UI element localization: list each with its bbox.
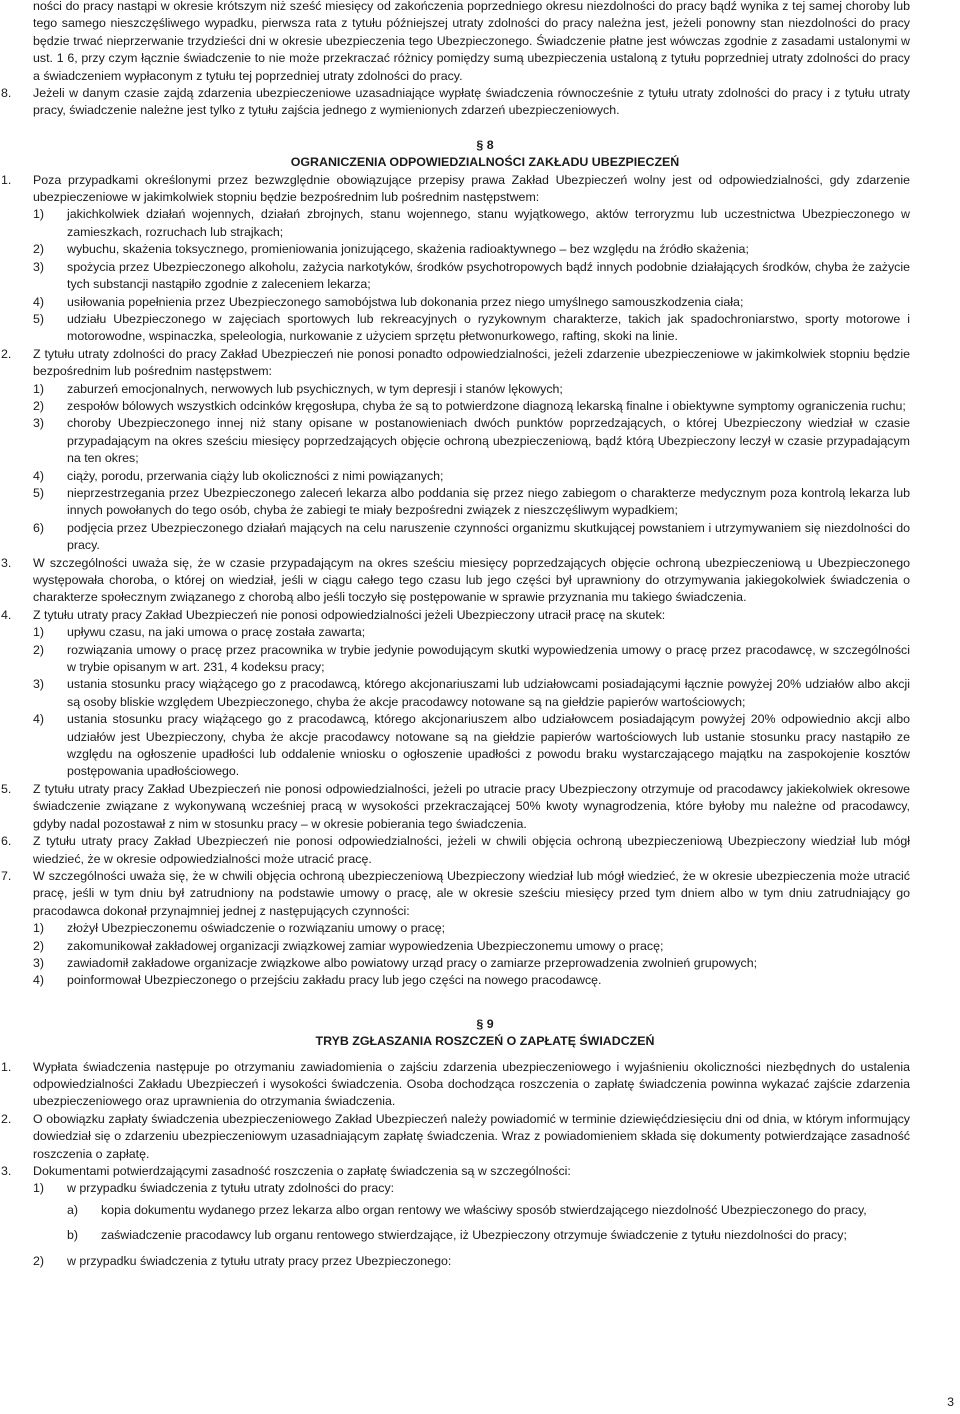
s9-p3-subitem-a [67,1202,910,1219]
item-number: 2) [33,642,45,657]
s8-p4-item-1 [33,624,910,641]
paragraph-text: Wypłata świadczenia następuje po otrzymaniu zawiadomienia o zajściu zdarzenia ubezpieczeniowego i wyjaśnieniu okoliczności niezbędnych do ustalenia odpowiedzialności Zakładu Ubezpieczeń i wysokości świadczenia. Osoba dochodząca roszczenia o zapłatę świadczenia powinna wykazać zajście zdarzenia ubezpieczeniowego oraz uprawnienia do otrzymania świadczenia. [33,1059,910,1109]
item-text: ciąży, porodu, przerwania ciąży lub okoliczności z nimi powiązanych; [67,468,444,483]
item-number: 6) [33,520,45,535]
point-number: 8. [1,86,12,101]
item-number: 3) [33,259,45,274]
item-text: zaburzeń emocjonalnych, nerwowych lub psychicznych, w tym depresji i stanów lękowych; [67,381,563,396]
paragraph-number: 2. [1,346,12,361]
item-number: 1) [33,381,45,396]
s8-paragraph-1 [3,172,910,207]
item-text: zawiadomił zakładowe organizacje związkowe albo powiatowy urząd pracy o zamiarze przeprowadzenia zwolnień grupowych; [67,955,758,970]
paragraph-text: Z tytułu utraty zdolności do pracy Zakład Ubezpieczeń nie ponosi ponadto odpowiedzialności, jeżeli zdarzenie ubezpieczeniowe w jakimkolwiek stopniu będzie bezpośrednim lub pośrednim następstwem: [33,346,910,379]
item-number: 2) [33,1253,45,1268]
item-text: złożył Ubezpieczonemu oświadczenie o rozwiązaniu umowy o pracę; [67,921,446,936]
item-number: 1) [33,1181,45,1196]
s9-paragraph-1 [3,1059,910,1111]
s8-paragraph-3 [3,555,910,607]
subitem-letter: b) [67,1228,79,1243]
subitem-text: zaświadczenie pracodawcy lub organu rentowego stwierdzające, iż Ubezpieczony otrzymuje świadczenie z tytułu niezdolności do pracy; [101,1228,847,1243]
paragraph-text: Z tytułu utraty pracy Zakład Ubezpieczeń nie ponosi odpowiedzialności jeżeli Ubezpieczony utracił pracę na skutek: [33,607,666,622]
item-text: upływu czasu, na jaki umowa o pracę została zawarta; [67,625,366,640]
s8-p4-item-4 [33,711,910,781]
s8-p7-item-1 [33,920,910,937]
s8-p1-item-4 [33,294,910,311]
paragraph-text: Dokumentami potwierdzającymi zasadność roszczenia o zapłatę świadczenia są w szczególności: [33,1164,571,1178]
item-text: rozwiązania umowy o pracę przez pracownika w trybie jedynie powodującym skutki wypowiedzenia umowy o pracę przez pracodawcę, w szczególności w trybie opisanym w art. 231, 4 kodeksu pracy; [67,642,910,675]
section-9-title: TRYB ZGŁASZANIA ROSZCZEŃ O ZAPŁATĘ ŚWIADCZEŃ [315,1034,655,1049]
paragraph-text: W szczególności uważa się, że w czasie przypadającym na okres sześciu miesięcy poprzedzających objęcie ochroną ubezpieczeniową u Ubezpieczonego występowała choroba, o której on wiedział, jeśli w ciągu całego tego czasu lub jego części był uprawniony do otrzymywania jakiegokolwiek świadczenia o charakterze społecznym związanego z chorobą albo jeśli toczyło się postępowanie w sprawie przyznania mu takiego świadczenia. [33,555,910,605]
subitem-text: kopia dokumentu wydanego przez lekarza albo organ rentowy we właściwy sposób stwierdzającego niezdolność Ubezpieczonego do pracy, [101,1202,867,1217]
item-number: 4) [33,468,45,483]
paragraph-number: 4. [1,607,12,622]
paragraph-text: O obowiązku zapłaty świadczenia ubezpieczeniowego Zakład Ubezpieczeń należy powiadomić w terminie dziewięćdziesięciu dni od dnia, w którym informujący dowiedział się o zdarzeniu ubezpieczeniowym uzasadniającym zapłatę świadczenia. Wraz z powiadomieniem składa się dokumenty potwierdzające zasadność roszczenia o zapłatę. [33,1111,910,1161]
item-number: 3) [33,416,45,431]
item-number: 4) [33,973,45,988]
s9-paragraph-3 [3,1163,910,1180]
s9-p3-item-1 [33,1180,910,1197]
item-number: 1) [33,625,45,640]
paragraph-number: 1. [1,1059,12,1074]
s8-p1-item-2 [33,241,910,258]
item-text: udziału Ubezpieczonego w zajęciach sportowych lub rekreacyjnych o ryzykownym charakterze, takich jak spadochroniarstwo, sporty motorowe i motorowodne, wspinaczka, speleologia, nurkowanie z użyciem sprzętu płetwonurkowego, rafting, skoki na linie. [67,311,910,344]
s9-p3-item-2 [33,1253,910,1270]
s9-p3-subitem-b [67,1227,910,1244]
s8-p1-item-5 [33,311,910,346]
paragraph-number: 6. [1,834,12,849]
item-number: 3) [33,955,45,970]
s8-p1-item-1 [33,206,910,241]
item-number: 4) [33,294,45,309]
s8-paragraph-4 [3,607,910,624]
item-number: 5) [33,485,45,500]
s8-paragraph-7 [3,868,910,920]
item-text: choroby Ubezpieczonego innej niż stany opisane w postanowieniach dwóch punktów poprzedzających, o której Ubezpieczony wiedział w czasie przypadającym na okres sześciu miesięcy poprzedzających objęcie ochroną ubezpieczeniową, bądź którą Ubezpieczony leczył w czasie przypadającym na ten okres; [67,416,910,466]
s8-p7-item-4 [33,972,910,989]
item-text: ustania stosunku pracy wiążącego go z pracodawcą, którego akcjonariuszami lub udziałowcami posiadającymi łącznie powyżej 20% udziałów albo akcji są osoby bliskie względem Ubezpieczonego, chyba że akcje pracodawcy notowane są na giełdzie papierów wartościowych; [67,677,910,709]
s8-p2-item-3 [33,415,910,467]
subitem-letter: a) [67,1202,79,1217]
item-number: 2) [33,398,45,413]
s8-p1-item-3 [33,259,910,294]
s8-p4-item-3 [33,676,910,711]
section-8-title: OGRANICZENIA ODPOWIEDZIALNOŚCI ZAKŁADU UBEZPIECZEŃ [290,155,680,170]
s8-p2-item-2 [33,398,910,415]
item-text: ustania stosunku pracy wiążącego go z pracodawcą, którego akcjonariuszem albo udziałowcem posiadającym powyżej 20% odpowiednio akcji albo udziałów jest Ubezpieczony, chyba że akcje pracodawcy notowane są na giełdzie papierów wartościowych lub ustanie stosunku pracy nastąpiło ze względu na ogłoszenie upadłości lub oddalenie wniosku o ogłoszenie upadłości z powodu braku wystarczającego majątku na zaspokojenie kosztów postępowania upadłościowego. [67,712,910,779]
item-number: 1) [33,921,45,936]
point-8 [3,85,910,120]
item-number: 5) [33,311,45,326]
item-number: 4) [33,712,45,727]
section-8-number: § 8 [476,137,494,152]
item-text: jakichkolwiek działań wojennych, działań zbrojnych, stanu wojennego, stanu wyjątkowego, aktów terroryzmu lub uczestnictwa Ubezpieczonego w zamieszkach, rozruchach lub strajkach; [67,207,910,239]
s8-p7-item-2 [33,938,910,955]
item-text: usiłowania popełnienia przez Ubezpieczonego samobójstwa lub dokonania przez niego umyślnego samouszkodzenia ciała; [67,294,744,309]
item-text: w przypadku świadczenia z tytułu utraty pracy przez Ubezpieczonego: [67,1253,452,1268]
item-text: w przypadku świadczenia z tytułu utraty zdolności do pracy: [67,1181,395,1196]
intro-paragraph: ności do pracy nastąpi w okresie krótszym niż sześć miesięcy od zakończenia poprzedniego okresu niezdolności do pracy bądź wynika z tej samej choroby lub tego samego nieszczęśliwego wypadku, pierwsza rata z tytułu późniejszej utraty zdolności do pracy należna jest, jeżeli ponowny stan niezdolności do pracy będzie trwać nieprzerwanie trzydzieści dni w okresie ubezpieczenia tego Ubezpieczonego. Świadczenie płatne jest wówczas zgodnie z zasadami ustalonymi w ust. 1 6, przy czym łącznie świadczenie to nie może przekraczać różnicy pomiędzy sumą ubezpieczenia ustaloną z tytułu poprzedniej utraty zdolności do pracy a świadczeniem wypłaconym z tytułu tej poprzedniej utraty zdolności do pracy. [33,0,910,83]
item-number: 2) [33,242,45,257]
item-number: 1) [33,207,45,222]
s8-paragraph-5 [3,781,910,833]
s8-p2-item-6 [33,520,910,555]
point-text: Jeżeli w danym czasie zajdą zdarzenia ubezpieczeniowe uzasadniające wypłatę świadczenia równocześnie z tytułu utraty zdolności do pracy i z tytułu utraty pracy, świadczenie należne jest tylko z tytułu zajścia jednego z wymienionych zdarzeń ubezpieczeniowych. [33,86,910,118]
item-text: poinformował Ubezpieczonego o przejściu zakładu pracy lub jego części na nowego pracodawcę. [67,973,602,988]
paragraph-text: W szczególności uważa się, że w chwili objęcia ochroną ubezpieczeniową Ubezpieczony wiedział lub mógł wiedzieć, że w okresie ubezpieczenia może utracić pracę, jeśli w tym dniu był zatrudniony na podstawie umowy o pracę, ale w okresie sześciu miesięcy przed tym dniem albo w tym dniu zatrudniający go pracodawca dokonał przynajmniej jednej z następujących czynności: [33,868,910,918]
s8-p2-item-4 [33,468,910,485]
item-text: zakomunikował zakładowej organizacji związkowej zamiar wypowiedzenia Ubezpieczonemu umowy o pracę; [67,938,664,953]
s8-p4-item-2 [33,642,910,677]
item-number: 3) [33,677,45,692]
s8-p2-item-5 [33,485,910,520]
paragraph-number: 7. [1,868,12,883]
paragraph-text: Z tytułu utraty pracy Zakład Ubezpieczeń nie ponosi odpowiedzialności, jeżeli po utracie pracy Ubezpieczony otrzymuje od pracodawcy jakiekolwiek okresowe świadczenie związane z wykonywaną wcześniej pracą w wysokości przekraczającej 50% kwoty wynagrodzenia, które byłoby mu należne od pracodawcy, gdyby nadal pozostawał z nim w stosunku pracy – w okresie pobierania tego świadczenia. [33,781,910,831]
s8-p7-item-3 [33,955,910,972]
item-text: podjęcia przez Ubezpieczonego działań mających na celu naruszenie czynności organizmu skutkującej powstaniem i utrzymywaniem się niezdolności do pracy. [67,520,910,553]
page-number: 3 [947,1395,954,1409]
item-text: zespołów bólowych wszystkich odcinków kręgosłupa, chyba że są to potwierdzone diagnozą lekarską finalne i obiektywne symptomy ograniczenia ruchu; [67,398,906,413]
paragraph-number: 5. [1,781,12,796]
section-9-number: § 9 [476,1016,494,1031]
paragraph-text: Poza przypadkami określonymi przez bezwzględnie obowiązujące przepisy prawa Zakład Ubezpieczeń wolny jest od odpowiedzialności, gdy zdarzenie ubezpieczeniowe w jakimkolwiek stopniu będzie bezpośrednim lub pośrednim następstwem: [33,172,910,205]
item-text: spożycia przez Ubezpieczonego alkoholu, zażycia narkotyków, środków psychotropowych bądź innych podobnie działających środków, chyba że zażycie tych substancji nastąpiło zgodnie z zaleceniem lekarza; [67,259,910,292]
s8-p2-item-1 [33,381,910,398]
item-text: nieprzestrzegania przez Ubezpieczonego zaleceń lekarza albo poddania się przez niego zabiegom o charakterze medycznym poza kontrolą lekarza lub innych powołanych do tego osób, chyba że zabiegi te miały bezpośredni związek z nieszczęśliwym wypadkiem; [67,485,910,518]
item-number: 2) [33,938,45,953]
paragraph-number: 3. [1,555,12,570]
paragraph-number: 3. [1,1164,12,1178]
s9-paragraph-2 [3,1111,910,1163]
paragraph-number: 1. [1,172,12,187]
paragraph-text: Z tytułu utraty pracy Zakład Ubezpieczeń nie ponosi odpowiedzialności, jeżeli w chwili objęcia ochroną ubezpieczeniową Ubezpieczony wiedział lub mógł wiedzieć, że w okresie odpowiedzialności może utracić pracę. [33,834,910,866]
item-text: wybuchu, skażenia toksycznego, promieniowania jonizującego, skażenia radioaktywnego – bez względu na źródło skażenia; [67,242,749,257]
s8-paragraph-6 [3,833,910,868]
paragraph-number: 2. [1,1111,12,1126]
s8-paragraph-2 [3,346,910,381]
